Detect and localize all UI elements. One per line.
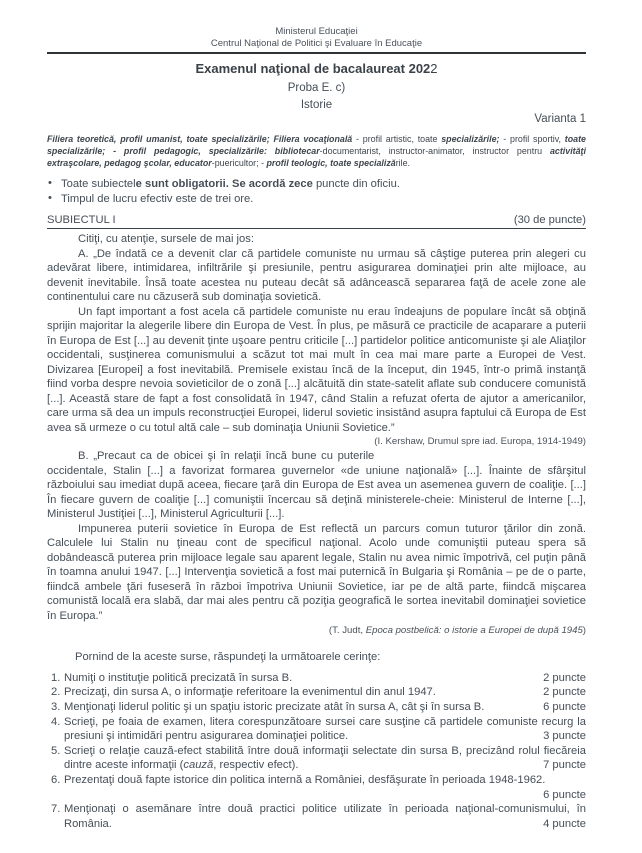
instruction-text: puncte din oficiu.: [315, 178, 400, 191]
source-a-paragraph-2: [47, 305, 586, 448]
eligibility-segment: -documentarist, instructor-animator, instructor pentru: [319, 145, 550, 156]
eligibility-segment: - profil artistic, toate: [352, 134, 442, 144]
section-points: (30 de puncte): [513, 214, 586, 227]
tasks-intro: Pornind de la aceste surse, răspundeţi la următoarele cerinţe:: [75, 651, 381, 664]
task-body: [64, 744, 586, 773]
task-number: 6.: [51, 774, 61, 787]
task-points: 7 puncte: [543, 759, 586, 772]
task-item-3: [47, 700, 586, 715]
eligibility-segment: -puericultor; -: [211, 157, 267, 168]
section-title: SUBIECTUL I: [47, 214, 116, 227]
task-number: 1.: [51, 671, 61, 684]
eligibility-note: [47, 134, 586, 169]
general-instructions-list: [47, 177, 586, 207]
source-a-text: Un fapt important a fost acela că partidele comuniste nu erau îndeajuns de populare încât să obţină sprijin majoritar la alegerile libere din Europa de Vest. În plus, pe măsură ce practicile de acaparare a puterii în Europa de Est [...] au devenit ţinte uşoare pentru criticile [...] partidelor politice anticomuniste şi ale Aliaţilor occidentali, susţinerea comunismului a scăzut tot mai mult în cea mai mare parte a Europei de Vest. Divizarea [Europei] a fost inevitabilă. Premisele existau încă de la început, din 1945, într-o primă instanţă fiind vorba despre nevoia sovieticilor de o zonă [...] alcătuită din state-satelit aflate sub conducere comunistă [...]. Această stare de fapt a fost consolidată în 1947, când Stalin a refuzat oferta de ajutor a americanilor, care urma să dea un impuls reconstrucţiei Europei, liderul sovietic insistând asupra faptului că Europa de Est avea să urmeze o cu totul altă cale – sub dominaţia Uniunii Sovietice.”: [47, 305, 586, 434]
ministry-name: Ministerul Educaţiei: [275, 26, 358, 37]
source-b-paragraph-2: Impunerea puterii sovietice în Europa de Est reflectă un parcurs comun tuturor ţărilor din zonă. Calculele lui Stalin nu ţineau cont de specificul naţional. Acolo unde comuniştii puteau spera să dobândească puterea prin mijloace legale sau aparent legale, Stalin nu avea nimic împotrivă, cel puţin până în toamna anului 1947. [...] Intervenţia sovietică a fost mai puternică în Bulgaria şi România – pe de o parte, fiindcă ambele ţări fuseseră în război împotriva Uniunii Sovietice, iar pe de altă parte, fiindcă mişcarea comunistă locală era slabă, dar mai ales pentru că poziţia geografică le sortea inevitabil dominaţiei sovietice în Europa.”: [47, 522, 586, 622]
task-item-4: [47, 715, 586, 744]
task-text: Numiţi o instituţie politică precizată în sursa B.: [64, 671, 293, 684]
task-item-1: [47, 671, 586, 686]
eligibility-segment: Filiera teoretică, profil umanist, toate specializările; Filiera vocaţională: [47, 134, 353, 144]
citation-title: Epoca postbelică: o istorie a Europei de după 1945: [365, 625, 583, 637]
task-body: [64, 715, 586, 744]
task-text: Prezentaţi două fapte istorice din politica internă a României, desfăşurate în perioada 1948-1962.: [64, 774, 546, 787]
task-item-6: [47, 773, 586, 802]
instruction-item-mandatory: [47, 177, 586, 192]
proba-label: Proba E. c): [287, 82, 346, 94]
task-number: 3.: [51, 701, 61, 714]
source-a-citation: (I. Kershaw, Drumul spre iad. Europa, 1914-1949): [374, 436, 586, 448]
task-number: 5.: [51, 744, 61, 757]
source-b-citation: [47, 624, 586, 637]
eligibility-segment: activităţi extraşcolare, pedagog şcolar, educator: [47, 145, 586, 168]
task-points: 6 puncte: [543, 788, 586, 801]
task-points: 2 puncte: [543, 671, 586, 684]
task-text: Menţionaţi liderul politic şi un spaţiu istoric precizate atât în sursa A, cât şi în sursa B.: [64, 701, 485, 714]
eligibility-segment: rile.: [395, 157, 411, 168]
instruction-text-bold: e sunt obligatorii. Se acordă zece: [135, 178, 316, 191]
subject-name: Istorie: [300, 99, 333, 111]
section-header-subiectul-1: [47, 213, 586, 229]
task-text-italic: cauză: [183, 759, 214, 772]
eligibility-segment: - profil sportiv,: [499, 134, 565, 144]
task-item-5: [47, 744, 586, 773]
eligibility-segment: specializările;: [441, 134, 500, 144]
eligibility-segment: toate specializările; - profil pedagogic, specializările: bibliotecar: [47, 134, 586, 156]
task-body: [64, 700, 586, 715]
task-body: [64, 671, 586, 686]
task-number: 2.: [51, 686, 61, 699]
task-number: 4.: [51, 715, 61, 728]
bullet-icon: •: [48, 177, 52, 190]
task-item-2: [47, 685, 586, 700]
task-text: Scrieţi, pe foaia de examen, litera corespunzătoare sursei care susţine că partidele comuniste recurg la presiuni şi intimidări pentru asigurarea dominaţiei politice.: [64, 715, 586, 743]
exam-title-main: Examenul naţional de bacalaureat 202: [195, 61, 431, 76]
task-body: [64, 685, 586, 700]
task-body: [64, 773, 586, 802]
task-item-7: [47, 802, 586, 831]
citation-close: ): [582, 625, 586, 637]
citation-author: (T. Judt,: [328, 625, 366, 637]
exam-title-year-digit: 2: [430, 61, 438, 76]
bullet-icon: •: [48, 192, 52, 205]
variant-label: Varianta 1: [534, 113, 586, 125]
header-divider: [47, 52, 586, 54]
task-points: 6 puncte: [543, 701, 586, 714]
source-b-paragraph-1: B. „Precaut ca de obicei şi în relaţii încă bune cu puterile occidentale, Stalin [...] a favorizat formarea guvernelor «de uniune naţională» [...]. Înainte de sfârşitul războiului sau imediat după aceea, fiecare ţară din Europa de Est avea un asemenea guvern de coaliţie. [...] În fiecare guvern de coaliţie [...] comuniştii încercau să deţină ministerele-cheie: Ministerul de Interne [...], Ministerul Justiţiei [...], Ministerul Agriculturii [...].: [47, 450, 586, 521]
task-points: 2 puncte: [543, 686, 586, 699]
sources-intro: Citiţi, cu atenţie, sursele de mai jos:: [78, 233, 254, 246]
exam-title: [47, 61, 586, 76]
instruction-item-time: [47, 192, 586, 207]
center-name: Centrul Naţional de Politici şi Evaluare în Educaţie: [210, 37, 423, 49]
task-text: Precizaţi, din sursa A, o informaţie referitoare la evenimentul din anul 1947.: [64, 686, 436, 699]
instruction-text: Toate subiectel: [61, 178, 136, 191]
task-points: 3 puncte: [543, 730, 586, 743]
eligibility-segment: profil teologic, toate specializă: [266, 157, 396, 168]
document-header: [47, 26, 586, 49]
task-text: Scrieţi o relaţie cauză-efect stabilită între două informaţii selectate din sursa B, precizând rolul fiecăreia dintre aceste informaţii (: [64, 744, 586, 772]
task-body: [64, 802, 586, 831]
task-text: , respectiv efect).: [213, 759, 299, 772]
task-text: Menţionaţi o asemănare între două practici politice utilizate în perioada naţional-comunismului, în România.: [64, 803, 586, 830]
task-points: 4 puncte: [543, 817, 586, 830]
source-a-paragraph-1: A. „De îndată ce a devenit clar că partidele comuniste nu urmau să câştige puterea prin alegeri cu adevărat libere, intimidarea, infiltrările şi presiunile, pentru asigurarea dominaţiei prin alte mijloace, au devenit inevitabile. Însă toate acestea nu puteau decât să adâncească separarea faţă de acele zone ale continentului care nu căzuseră sub dominaţia sovietică.: [47, 247, 586, 304]
task-number: 7.: [51, 803, 61, 816]
instruction-text: Timpul de lucru efectiv este de trei ore.: [61, 193, 254, 206]
